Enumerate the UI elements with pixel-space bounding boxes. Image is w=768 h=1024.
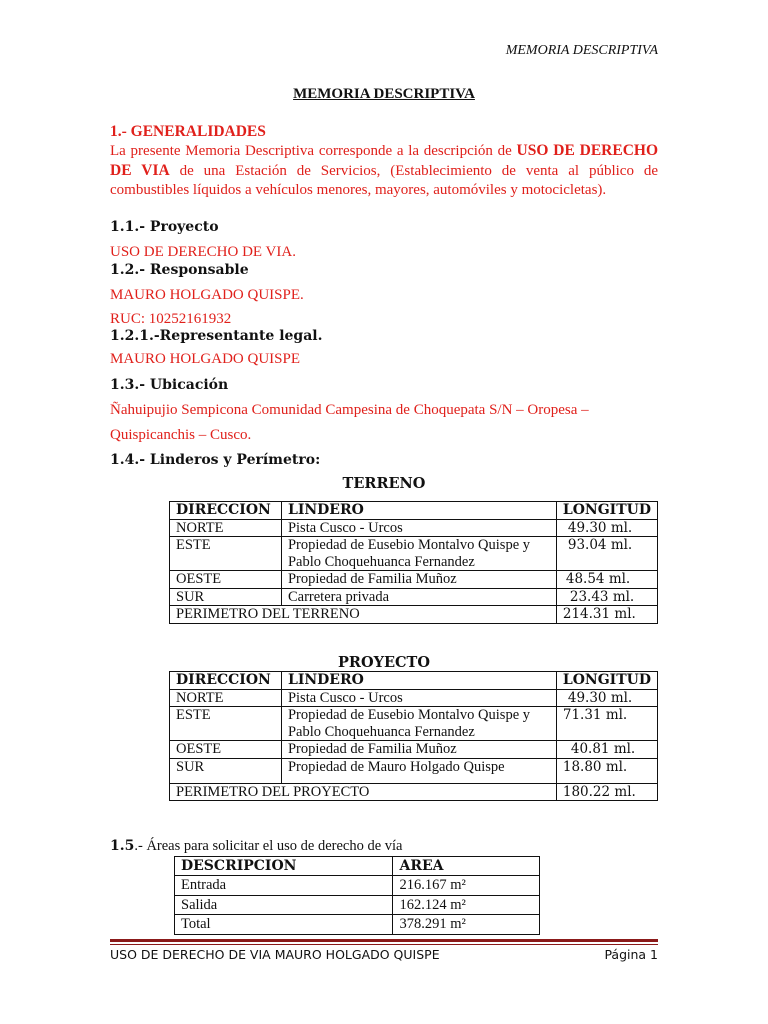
heading-ubicacion: 1.3.- Ubicación (110, 377, 229, 393)
cell-area: 378.291 m² (393, 915, 540, 935)
ubicacion-line1: Ñahuipujio Sempicona Comunidad Campesina de Choquepata S/N – Oropesa – (110, 402, 589, 418)
footer-rule-thin (110, 944, 658, 945)
terreno-table (169, 501, 658, 624)
generalidades-paragraph (110, 141, 658, 200)
terreno-title: TERRENO (342, 475, 426, 492)
cell-longitud: 18.80 ml. (556, 758, 657, 783)
heading-responsable: 1.2.- Responsable (110, 262, 249, 278)
header-longitud: LONGITUD (556, 502, 657, 520)
paragraph-bold-uso: USO DE DERECHO DE VIA (110, 142, 659, 179)
heading-linderos: 1.4.- Linderos y Perímetro: (110, 452, 321, 468)
paragraph-text-b: de una Estación de Servicios, (Establecimiento de venta al público de combustibles líquidos a vehículos menores, mayores, automóviles y motocicletas). (110, 163, 659, 198)
areas-heading (110, 837, 658, 856)
heading-proyecto: 1.1.- Proyecto (110, 219, 219, 235)
cell-descripcion: Entrada (175, 876, 393, 896)
table-row (175, 915, 540, 935)
cell-lindero: Propiedad de Eusebio Montalvo Quispe y Pablo Choquehuanca Fernandez (281, 707, 556, 741)
footer-rule-thick (110, 939, 658, 942)
cell-descripcion: Total (175, 915, 393, 935)
footer-page-number: Página 1 (604, 947, 658, 962)
cell-longitud: 48.54 ml. (556, 571, 657, 589)
heading-representante: 1.2.1.-Representante legal. (110, 328, 323, 344)
table-row (170, 758, 658, 783)
cell-lindero: Propiedad de Eusebio Montalvo Quispe y Pablo Choquehuanca Fernandez (281, 537, 556, 571)
table-header-row (170, 502, 658, 520)
table-row (170, 537, 658, 571)
cell-direccion: NORTE (170, 689, 282, 707)
cell-direccion: NORTE (170, 519, 282, 537)
header-area: AREA (393, 857, 540, 876)
cell-perimetro-value: 180.22 ml. (556, 783, 657, 801)
running-header: MEMORIA DESCRIPTIVA (505, 43, 658, 58)
cell-longitud: 23.43 ml. (556, 588, 657, 606)
table-row (170, 689, 658, 707)
cell-lindero: Propiedad de Mauro Holgado Quispe (281, 758, 556, 783)
cell-direccion: SUR (170, 588, 282, 606)
areas-text: .- Áreas para solicitar el uso de derecho de vía (134, 838, 403, 854)
responsable-ruc: RUC: 10252161932 (110, 311, 232, 327)
cell-lindero: Pista Cusco - Urcos (281, 519, 556, 537)
areas-number: 1.5 (110, 838, 135, 854)
cell-perimetro-label: PERIMETRO DEL TERRENO (170, 606, 557, 624)
cell-direccion: OESTE (170, 741, 282, 759)
cell-longitud: 49.30 ml. (556, 689, 657, 707)
proyecto-title: PROYECTO (338, 654, 430, 671)
responsable-name: MAURO HOLGADO QUISPE. (110, 287, 304, 303)
cell-longitud: 71.31 ml. (556, 707, 657, 741)
cell-lindero: Propiedad de Familia Muñoz (281, 571, 556, 589)
cell-direccion: SUR (170, 758, 282, 783)
table-total-row (170, 783, 658, 801)
table-row (175, 895, 540, 915)
cell-lindero: Carretera privada (281, 588, 556, 606)
cell-longitud: 93.04 ml. (556, 537, 657, 571)
cell-area: 216.167 m² (393, 876, 540, 896)
cell-longitud: 40.81 ml. (556, 741, 657, 759)
header-direccion: DIRECCION (170, 502, 282, 520)
cell-perimetro-label: PERIMETRO DEL PROYECTO (170, 783, 557, 801)
ubicacion-line2: Quispicanchis – Cusco. (110, 427, 252, 443)
table-row (170, 588, 658, 606)
cell-longitud: 49.30 ml. (556, 519, 657, 537)
header-lindero: LINDERO (281, 672, 556, 690)
cell-descripcion: Salida (175, 895, 393, 915)
areas-table (174, 856, 540, 935)
cell-direccion: ESTE (170, 537, 282, 571)
header-descripcion: DESCRIPCION (175, 857, 393, 876)
representante-value: MAURO HOLGADO QUISPE (110, 351, 301, 367)
paragraph-text-a: La presente Memoria Descriptiva corresponde a la descripción de (110, 143, 517, 159)
cell-direccion: OESTE (170, 571, 282, 589)
header-longitud: LONGITUD (556, 672, 657, 690)
footer-document-label: USO DE DERECHO DE VIA MAURO HOLGADO QUISPE (110, 947, 440, 962)
table-header-row (175, 857, 540, 876)
section-generalidades (110, 122, 658, 200)
heading-generalidades: 1.- GENERALIDADES (110, 123, 266, 140)
proyecto-value: USO DE DERECHO DE VIA. (110, 244, 296, 260)
cell-lindero: Pista Cusco - Urcos (281, 689, 556, 707)
table-total-row (170, 606, 658, 624)
header-lindero: LINDERO (281, 502, 556, 520)
table-row (170, 571, 658, 589)
document-title: MEMORIA DESCRIPTIVA (293, 86, 475, 102)
cell-lindero: Propiedad de Familia Muñoz (281, 741, 556, 759)
table-row (170, 741, 658, 759)
cell-area: 162.124 m² (393, 895, 540, 915)
table-header-row (170, 672, 658, 690)
cell-perimetro-value: 214.31 ml. (556, 606, 657, 624)
cell-direccion: ESTE (170, 707, 282, 741)
table-row (170, 519, 658, 537)
header-direccion: DIRECCION (170, 672, 282, 690)
table-row (175, 876, 540, 896)
proyecto-table (169, 671, 658, 801)
table-row (170, 707, 658, 741)
